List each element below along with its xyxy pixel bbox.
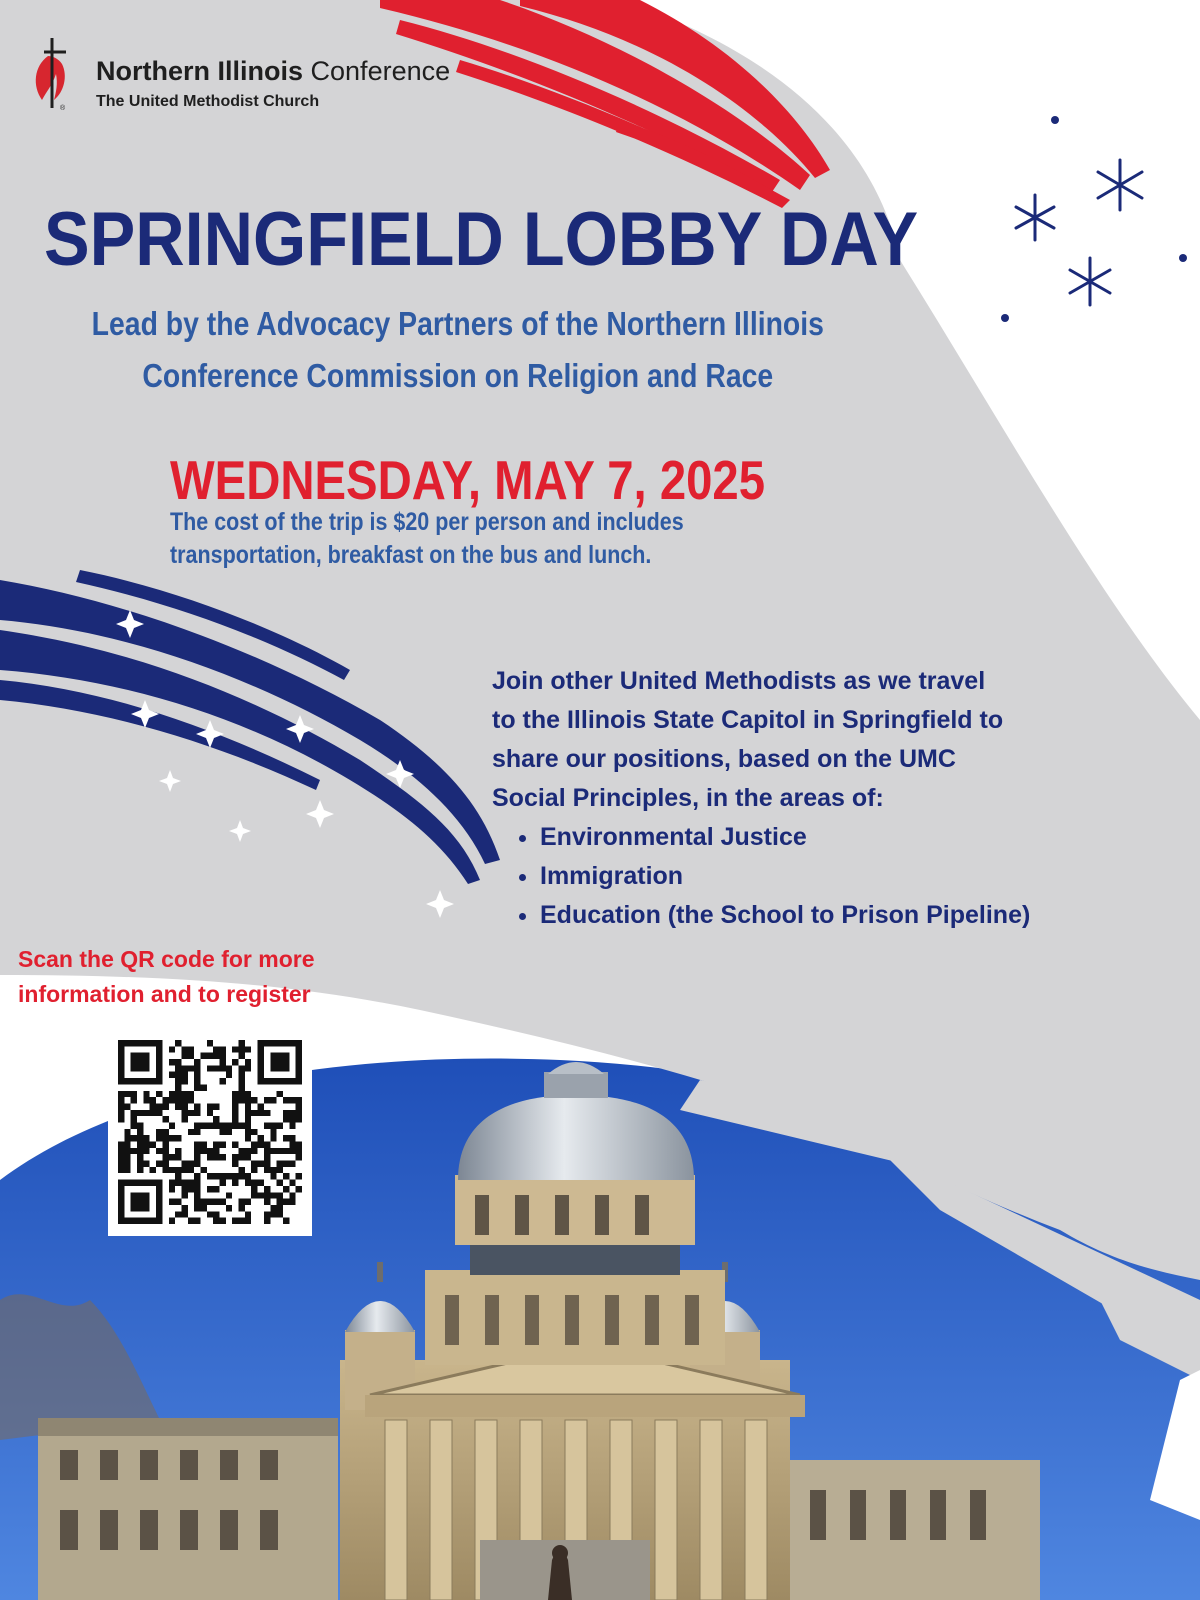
list-item: • Environmental Justice	[540, 818, 1192, 857]
qr-code-icon[interactable]	[108, 1030, 312, 1236]
qr-code	[118, 1040, 302, 1224]
svg-text:®: ®	[60, 105, 66, 112]
event-date: WEDNESDAY, MAY 7, 2025	[170, 449, 766, 511]
list-item: • Education (the School to Prison Pipeline)	[540, 896, 1192, 935]
event-subtitle: Lead by the Advocacy Partners of the Northern Illinois Conference Commission on Religion and Race	[91, 305, 824, 394]
list-item: • Immigration	[540, 857, 1192, 896]
trip-cost: The cost of the trip is $20 per person and includes transportation, breakfast on the bus and lunch.	[170, 508, 684, 569]
organization-name: Northern Illinois Conference	[96, 56, 451, 86]
event-description: Join other United Methodists as we travel to the Illinois State Capitol in Springfield to share our positions, based on the UMC Social Principles, in the areas of: • Environmental Justice • Immigration • Education (the School to Prison Pipeline)	[492, 662, 1192, 935]
qr-instructions: Scan the QR code for more information and to register	[18, 946, 315, 1007]
sparkle-decoration	[1016, 160, 1142, 305]
church-name: The United Methodist Church	[96, 93, 320, 110]
advocacy-areas-list	[492, 818, 1192, 935]
event-title: SPRINGFIELD LOBBY DAY	[44, 197, 919, 282]
